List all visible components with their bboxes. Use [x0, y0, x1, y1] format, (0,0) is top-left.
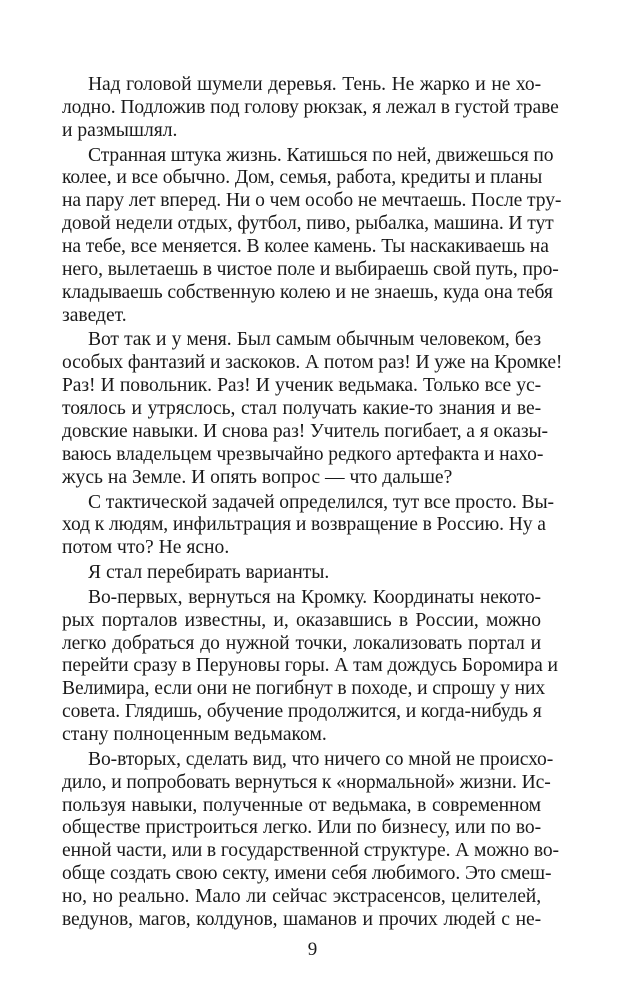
text-line: но, но реально. Мало ли сейчас экстрасенсов, целителей,: [62, 886, 541, 907]
text-line: колее, и все обычно. Дом, семья, работа, кредиты и планы: [62, 167, 543, 188]
page-number: 9: [307, 939, 318, 960]
text-line: заведет.: [62, 305, 127, 326]
text-line: легко добраться до нужной точки, локализовать портал и: [62, 633, 541, 654]
text-line: довой недели отдых, футбол, пиво, рыбалка, машина. И тут: [62, 213, 554, 234]
text-line: обществе пристроиться легко. Или по бизнесу, или по во-: [62, 817, 541, 838]
text-line: потом что? Не ясно.: [62, 537, 230, 558]
text-line: и размышлял.: [62, 120, 178, 141]
text-line: дило, и попробовать вернуться к «нормальной» жизни. Ис-: [62, 772, 551, 793]
text-line: стану полноценным ведьмаком.: [62, 724, 327, 745]
text-line: жусь на Земле. И опять вопрос — что дальше?: [62, 467, 453, 488]
text-line: пользуя навыки, полученные от ведьмака, в современном: [62, 795, 541, 816]
text-line: лодно. Подложив под голову рюкзак, я лежал в густой траве: [62, 97, 559, 118]
text-line: Над головой шумели деревья. Тень. Не жарко и не хо-: [88, 74, 541, 95]
text-line: Во-первых, вернуться на Кромку. Координаты некото-: [88, 587, 541, 608]
text-line: Вот так и у меня. Был самым обычным человеком, без: [88, 329, 541, 350]
text-line: ваюсь владельцем чрезвычайно редкого артефакта и нахо-: [62, 444, 544, 465]
text-line: Во-вторых, сделать вид, что ничего со мной не происхо-: [88, 749, 554, 770]
text-line: на пару лет вперед. Ни о чем особо не мечтаешь. После тру-: [62, 190, 562, 211]
text-line: совета. Глядишь, обучение продолжится, и когда-нибудь я: [62, 701, 542, 722]
text-line: перейти сразу в Перуновы горы. А там дождусь Боромира и: [62, 655, 558, 676]
text-line: С тактической задачей определился, тут все просто. Вы-: [88, 492, 554, 513]
text-line: енной части, или в государственной структуре. А можно во-: [62, 840, 559, 861]
text-line: ведунов, магов, колдунов, шаманов и прочих людей с не-: [62, 909, 541, 930]
text-line: кладываешь собственную колею и не знаешь, куда она тебя: [62, 282, 553, 303]
text-line: довские навыки. И снова раз! Учитель погибает, а я оказы-: [62, 421, 548, 442]
text-line: ход к людям, инфильтрация и возвращение в Россию. Ну а: [62, 514, 546, 535]
text-line: Странная штука жизнь. Катишься по ней, движешься по: [88, 145, 554, 166]
text-line: особых фантазий и заскоков. А потом раз! И уже на Кромке!: [62, 352, 563, 373]
text-line: него, вылетаешь в чистое поле и выбираешь свой путь, про-: [62, 259, 559, 280]
text-line: Раз! И повольник. Раз! И ученик ведьмака. Только все ус-: [62, 375, 541, 396]
text-line: рых порталов известны, и, оказавшись в России, можно: [62, 610, 541, 631]
text-line: Велимира, если они не погибнут в походе, и спрошу у них: [62, 678, 546, 699]
text-line: на тебе, все меняется. В колее камень. Ты наскакиваешь на: [62, 236, 549, 257]
text-line: обще создать свою секту, имени себя любимого. Это смеш-: [62, 863, 552, 884]
text-line: Я стал перебирать варианты.: [88, 562, 330, 583]
text-line: тоялось и утряслось, стал получать какие-то знания и ве-: [62, 398, 541, 419]
